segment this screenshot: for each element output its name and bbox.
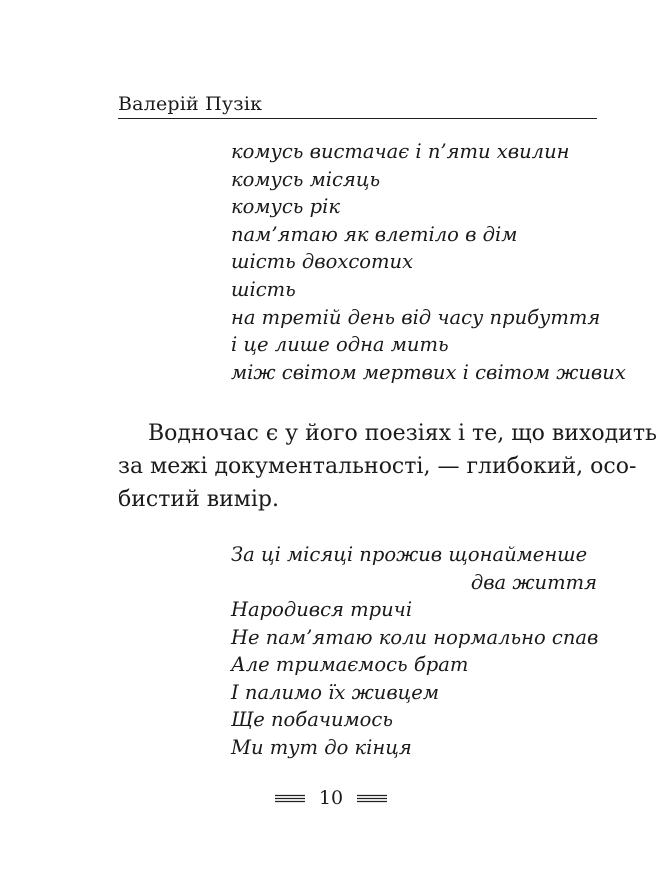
prose-line: за межі документальності, — глибокий, осо- [118,454,637,479]
poem-line: на третій день від часу прибуття [231,305,601,329]
poem-line: комусь місяць [231,167,381,191]
page-footer [0,786,662,810]
poem-line: Не пам’ятаю коли нормально спав [231,625,599,649]
poem-line: Народився тричі [231,598,413,621]
poem-line: пам’ятаю як влетіло в дім [231,222,518,246]
poem-stanza-2-opening [231,541,597,596]
poem-line: Ми тут до кінця [231,735,412,759]
header-divider [118,118,597,119]
poem-line: Ще побачимось [231,708,393,732]
footer-ornament-right-icon [357,794,387,803]
poem-line: шість двохсотих [231,250,414,274]
running-header-author: Валерій Пузік [118,93,263,115]
footer-ornament-left-icon [275,794,305,803]
prose-line: Водночас є у його поезіях і те, що виходить [148,421,657,446]
poem-line: комусь вистачає і п’яти хвилин [231,140,570,163]
poem-line: і це лише одна мить [231,333,449,357]
poem-stanza-2 [231,596,598,762]
poem-line: Але тримаємось брат [231,653,469,677]
poem-line: шість [231,277,296,301]
poem-line: комусь рік [231,195,340,219]
prose-paragraph [118,417,657,516]
prose-line: бистий вимір. [118,487,279,512]
poem-line: За ці місяці прожив щонайменше [231,543,588,566]
page-number: 10 [318,787,344,809]
poem-stanza-1 [231,138,626,386]
poem-line: між світом мертвих і світом живих [231,360,626,384]
poem-line: І палимо їх живцем [231,680,439,704]
poem-line-continuation: два життя [470,570,597,594]
